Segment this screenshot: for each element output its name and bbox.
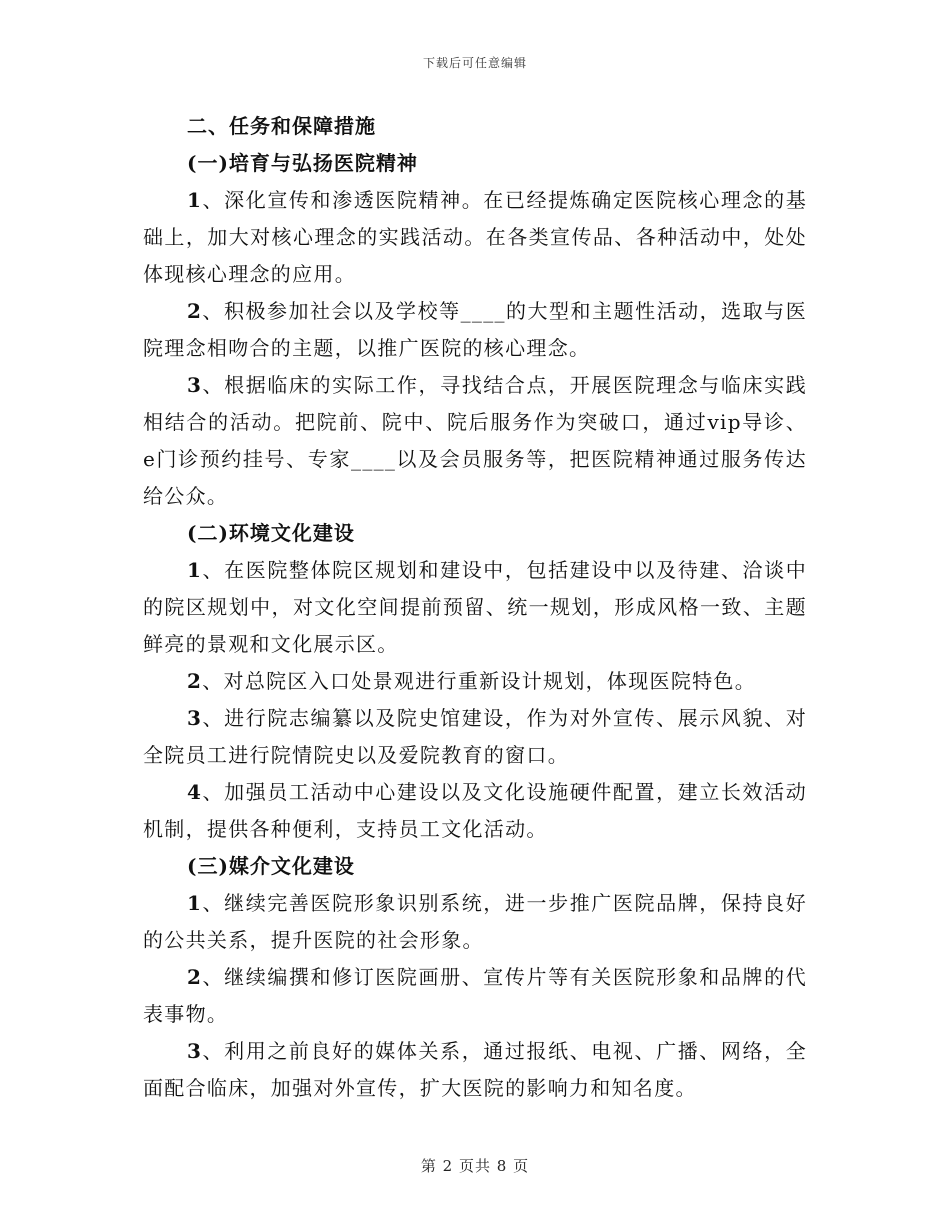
item-number: 4 <box>187 780 203 804</box>
paragraph <box>143 663 807 700</box>
item-number: 3 <box>187 1039 203 1063</box>
subsection-title: (二)环境文化建设 <box>187 521 355 545</box>
subsection-title: (三)媒介文化建设 <box>187 854 355 878</box>
document-body <box>143 108 807 1107</box>
item-number: 1 <box>187 558 203 582</box>
item-number: 3 <box>187 373 203 397</box>
paragraph-text: 、根据临床的实际工作，寻找结合点，开展医院理念与临床实践相结合的活动。把院前、院中、院后服务作为突破口，通过vip导诊、e门诊预约挂号、专家____以及会员服务等，把医院精神通过服务传达给公众。 <box>143 373 807 508</box>
paragraph-text: 、深化宣传和渗透医院精神。在已经提炼确定医院核心理念的基础上，加大对核心理念的实践活动。在各类宣传品、各种活动中，处处体现核心理念的应用。 <box>143 188 807 286</box>
paragraph-text: 、在医院整体院区规划和建设中，包括建设中以及待建、洽谈中的院区规划中，对文化空间提前预留、统一规划，形成风格一致、主题鲜亮的景观和文化展示区。 <box>143 558 807 656</box>
item-number: 3 <box>187 706 203 730</box>
paragraph-text: 、进行院志编纂以及院史馆建设，作为对外宣传、展示风貌、对全院员工进行院情院史以及爱院教育的窗口。 <box>143 706 807 767</box>
paragraph <box>143 959 807 1033</box>
header-note: 下载后可任意编辑 <box>422 56 527 70</box>
item-number: 1 <box>187 188 203 212</box>
paragraph <box>143 700 807 774</box>
paragraph <box>143 552 807 663</box>
section-title: 二、任务和保障措施 <box>187 114 376 138</box>
paragraph <box>143 885 807 959</box>
subsection-title: (一)培育与弘扬医院精神 <box>187 151 418 175</box>
paragraph-text: 、加强员工活动中心建设以及文化设施硬件配置，建立长效活动机制，提供各种便利，支持员工文化活动。 <box>143 780 807 841</box>
page-number: 第 2 页共 8 页 <box>420 1157 530 1175</box>
paragraph-text: 、继续编撰和修订医院画册、宣传片等有关医院形象和品牌的代表事物。 <box>143 965 807 1026</box>
paragraph-text: 、对总院区入口处景观进行重新设计规划，体现医院特色。 <box>202 669 757 693</box>
paragraph <box>143 1033 807 1107</box>
paragraph <box>143 367 807 515</box>
item-number: 1 <box>187 891 203 915</box>
paragraph-text: 、积极参加社会以及学校等____的大型和主题性活动，选取与医院理念相吻合的主题，以推广医院的核心理念。 <box>143 299 807 360</box>
item-number: 2 <box>187 299 203 323</box>
paragraph <box>143 182 807 293</box>
item-number: 2 <box>187 965 203 989</box>
paragraph <box>143 293 807 367</box>
paragraph-text: 、继续完善医院形象识别系统，进一步推广医院品牌，保持良好的公共关系，提升医院的社会形象。 <box>143 891 807 952</box>
item-number: 2 <box>187 669 203 693</box>
paragraph <box>143 774 807 848</box>
paragraph-text: 、利用之前良好的媒体关系，通过报纸、电视、广播、网络，全面配合临床，加强对外宣传，扩大医院的影响力和知名度。 <box>143 1039 807 1100</box>
